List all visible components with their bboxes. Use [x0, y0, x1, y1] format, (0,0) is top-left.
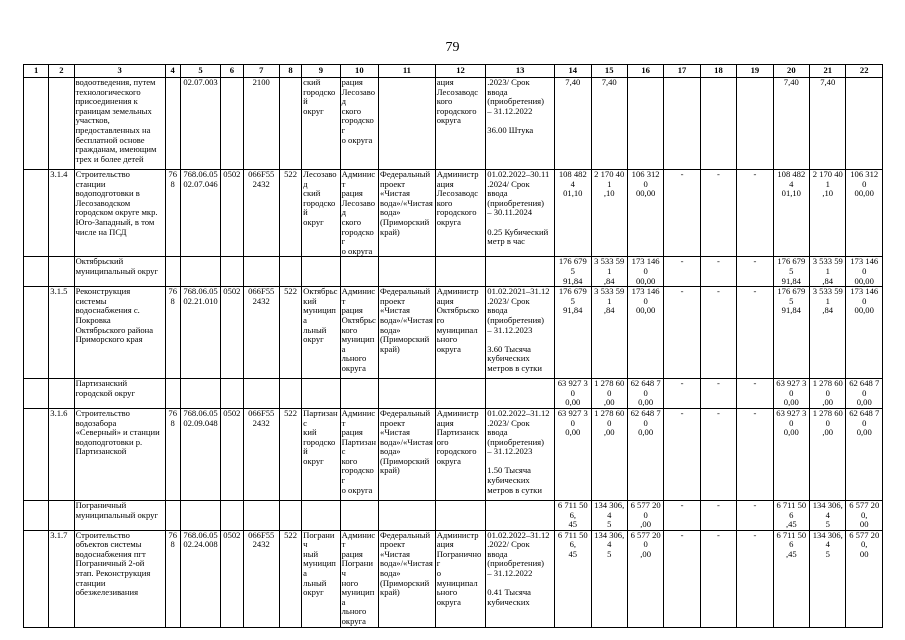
table-cell [24, 408, 49, 500]
table-cell: 066F55 2432 [243, 408, 279, 500]
table-cell: водоотведения, путем технологического присоединения к границам земельных участков, предоставленных на бесплатной основе гражданам, имеющим трех и более детей [74, 78, 165, 170]
table-cell [221, 78, 243, 170]
column-header: 4 [165, 65, 180, 78]
column-header: 12 [435, 65, 486, 78]
table-row [24, 408, 883, 500]
table-cell: 176 679 5 91,84 [555, 287, 591, 379]
table-cell [279, 500, 301, 530]
column-header: 17 [664, 65, 700, 78]
table-cell [627, 78, 663, 170]
table-cell: - [737, 500, 773, 530]
table-cell: - [700, 170, 736, 257]
column-header: 18 [700, 65, 736, 78]
column-header: 3 [74, 65, 165, 78]
table-cell [243, 257, 279, 287]
table-cell [24, 500, 49, 530]
table-cell: 3.1.4 [49, 170, 74, 257]
table-cell: Федеральный проект «Чистая вода»/«Чистая вода» (Приморский край) [379, 530, 436, 627]
column-header: 19 [737, 65, 773, 78]
page-number: 79 [445, 40, 460, 55]
table-cell: 108 482 4 01,10 [773, 170, 809, 257]
table-cell: 3 533 591 ,84 [591, 287, 627, 379]
table-cell [221, 379, 243, 409]
table-cell: 768.06.05 02.21.010 [180, 287, 220, 379]
table-cell: 176 679 5 91,84 [555, 257, 591, 287]
table-row [24, 78, 883, 170]
table-cell: - [737, 379, 773, 409]
table-cell: - [700, 500, 736, 530]
table-cell: 3.1.6 [49, 408, 74, 500]
table-cell: 7,40 [773, 78, 809, 170]
table-cell [486, 500, 555, 530]
table-cell: - [737, 170, 773, 257]
table-cell: 522 [279, 170, 301, 257]
table-cell [737, 78, 773, 170]
table-cell: 066F55 2432 [243, 530, 279, 627]
table-cell: 106 312 0 00,00 [846, 170, 883, 257]
table-cell: 3 533 591 ,84 [810, 287, 846, 379]
column-header: 7 [243, 65, 279, 78]
table-cell [486, 257, 555, 287]
table-cell: Лесозавод ский городской округ [302, 170, 340, 257]
table-cell: 1 278 600 ,00 [810, 408, 846, 500]
table-cell: 62 648 70 0,00 [627, 408, 663, 500]
table-cell: 173 146 0 00,00 [846, 287, 883, 379]
table-cell: - [737, 530, 773, 627]
column-header: 6 [221, 65, 243, 78]
table-cell: Администр ация Октябрьско го муниципал ьного округа [435, 287, 486, 379]
table-cell: 7,40 [810, 78, 846, 170]
table-cell: - [664, 287, 700, 379]
table-cell [379, 257, 436, 287]
column-header: 15 [591, 65, 627, 78]
table-cell: 173 146 0 00,00 [627, 257, 663, 287]
column-header: 8 [279, 65, 301, 78]
table-cell: 2100 [243, 78, 279, 170]
table-cell [379, 78, 436, 170]
table-cell: 0502 [221, 408, 243, 500]
table-cell: - [700, 408, 736, 500]
table-cell: Погранич ный муниципа льный округ [302, 530, 340, 627]
table-cell: 134 306,4 5 [591, 530, 627, 627]
table-cell [664, 78, 700, 170]
column-header: 5 [180, 65, 220, 78]
table-cell: - [664, 170, 700, 257]
column-header: 13 [486, 65, 555, 78]
table-cell: 522 [279, 530, 301, 627]
column-header: 21 [810, 65, 846, 78]
table-cell [49, 500, 74, 530]
table-cell: 6 577 200 ,00 [627, 500, 663, 530]
table-cell: ация Лесозаводс кого городского округа [435, 78, 486, 170]
table-cell: Реконструкция системы водоснабжения с. Покровка Октябрьского района Приморского края [74, 287, 165, 379]
table-cell: 1 278 600 ,00 [591, 379, 627, 409]
table-cell: - [664, 500, 700, 530]
table-cell: - [700, 530, 736, 627]
table-cell: 134 306,4 5 [591, 500, 627, 530]
table-cell: 3 533 591 ,84 [810, 257, 846, 287]
table-cell: Строительство станции водоподготовки в Лесозаводском городском округе мкр. Юго-Западный, в том числе на ПСД [74, 170, 165, 257]
table-cell: 0502 [221, 170, 243, 257]
table-cell [302, 257, 340, 287]
table-cell: 6 577 200, 00 [846, 500, 883, 530]
table-cell: .2023/ Срок ввода (приобретения) – 31.12.2022 36.00 Штука [486, 78, 555, 170]
table-cell: 768 [165, 287, 180, 379]
table-row [24, 257, 883, 287]
table-cell: - [737, 257, 773, 287]
table-cell [24, 379, 49, 409]
table-cell: 62 648 70 0,00 [846, 379, 883, 409]
table-cell [435, 500, 486, 530]
table-cell: 6 577 200 ,00 [627, 530, 663, 627]
table-cell [243, 379, 279, 409]
table-cell: 6 711 506 ,45 [773, 530, 809, 627]
table-cell: 6 711 506, 45 [555, 500, 591, 530]
table-cell [180, 257, 220, 287]
table-cell: 522 [279, 287, 301, 379]
table-row [24, 530, 883, 627]
table-cell: 522 [279, 408, 301, 500]
table-cell: - [664, 379, 700, 409]
table-cell: Строительство объектов системы водоснабжения пгт Пограничный 2-ой этап. Реконструкция станции обезжелезивания [74, 530, 165, 627]
table-cell: 066F55 2432 [243, 170, 279, 257]
table-cell: 6 711 506 ,45 [773, 500, 809, 530]
table-cell [435, 379, 486, 409]
column-header: 9 [302, 65, 340, 78]
table-cell: 62 648 70 0,00 [846, 408, 883, 500]
table-cell: 2 170 401 ,10 [810, 170, 846, 257]
table-row [24, 500, 883, 530]
table-cell [180, 500, 220, 530]
table-cell: Администр ация Партизанск ого городского округа [435, 408, 486, 500]
table-cell: 768 [165, 408, 180, 500]
budget-table [23, 64, 883, 628]
table-cell: 176 679 5 91,84 [773, 257, 809, 287]
table-cell [340, 257, 378, 287]
table-cell [24, 530, 49, 627]
table-cell [302, 500, 340, 530]
table-cell: 63 927 30 0,00 [773, 408, 809, 500]
table-cell: - [664, 408, 700, 500]
table-cell: 768 [165, 530, 180, 627]
table-cell: 01.02.2022–31.12 .2022/ Срок ввода (приобретения) – 31.12.2022 0.41 Тысяча кубических [486, 530, 555, 627]
table-cell [165, 257, 180, 287]
table-cell: 63 927 30 0,00 [773, 379, 809, 409]
table-cell [279, 78, 301, 170]
table-cell: 63 927 30 0,00 [555, 379, 591, 409]
column-header: 10 [340, 65, 378, 78]
table-cell: Партизанский городской округ [74, 379, 165, 409]
table-cell [49, 78, 74, 170]
table-cell: 62 648 70 0,00 [627, 379, 663, 409]
header-row [24, 65, 883, 78]
table-cell: 173 146 0 00,00 [846, 257, 883, 287]
table-cell [340, 379, 378, 409]
table-cell [846, 78, 883, 170]
table-cell: - [700, 287, 736, 379]
table-cell [243, 500, 279, 530]
table-cell [379, 379, 436, 409]
table-cell: 1 278 600 ,00 [810, 379, 846, 409]
column-header: 22 [846, 65, 883, 78]
column-header: 1 [24, 65, 49, 78]
table-cell: 01.02.2022–30.11 .2024/ Срок ввода (приобретения) – 30.11.2024 0.25 Кубический метр в час [486, 170, 555, 257]
table-cell [180, 379, 220, 409]
table-cell: 3.1.7 [49, 530, 74, 627]
table-cell [700, 78, 736, 170]
table-cell: 0502 [221, 287, 243, 379]
table-cell [279, 257, 301, 287]
table-cell: 3 533 591 ,84 [591, 257, 627, 287]
table-cell: 768.06.05 02.24.008 [180, 530, 220, 627]
table-cell: Администр ация Пограничног о муниципал ьного округа [435, 530, 486, 627]
table-cell: - [664, 530, 700, 627]
table-cell [165, 379, 180, 409]
table-cell: Федеральный проект «Чистая вода»/«Чистая вода» (Приморский край) [379, 287, 436, 379]
table-cell [49, 379, 74, 409]
table-cell: Администр ация Лесозаводс кого городского округа [435, 170, 486, 257]
table-cell: - [664, 257, 700, 287]
table-cell: Админист рация Октябрьс кого муниципа льного округа [340, 287, 378, 379]
column-header: 14 [555, 65, 591, 78]
table-cell [24, 257, 49, 287]
table-cell [221, 257, 243, 287]
table-cell: 63 927 30 0,00 [555, 408, 591, 500]
table-cell [340, 500, 378, 530]
table-cell: 108 482 4 01,10 [555, 170, 591, 257]
table-cell: 134 306,4 5 [810, 530, 846, 627]
table-cell [486, 379, 555, 409]
table-cell: 768.06.05 02.09.048 [180, 408, 220, 500]
table-cell: 6 711 506, 45 [555, 530, 591, 627]
table-cell: 01.02.2022–31.12 .2023/ Срок ввода (приобретения) – 31.12.2023 1.50 Тысяча кубических метров в сутки [486, 408, 555, 500]
table-cell: - [737, 287, 773, 379]
table-cell: рация Лесозавод ского городског о округа [340, 78, 378, 170]
table-cell [165, 500, 180, 530]
table-cell: Партизанс кий городской округ [302, 408, 340, 500]
column-header: 16 [627, 65, 663, 78]
table-cell: 7,40 [591, 78, 627, 170]
table-cell: 066F55 2432 [243, 287, 279, 379]
table-cell: ский городской округ [302, 78, 340, 170]
table-row [24, 170, 883, 257]
table-cell [435, 257, 486, 287]
column-header: 11 [379, 65, 436, 78]
column-header: 20 [773, 65, 809, 78]
table-cell: - [700, 257, 736, 287]
table-cell [24, 287, 49, 379]
table-cell [24, 78, 49, 170]
table-cell: 134 306,4 5 [810, 500, 846, 530]
table-cell: 1 278 600 ,00 [591, 408, 627, 500]
table-cell: 01.02.2021–31.12 .2023/ Срок ввода (приобретения) – 31.12.2023 3.60 Тысяча кубических метров в сутки [486, 287, 555, 379]
table-cell: - [700, 379, 736, 409]
table-cell: 6 577 200, 00 [846, 530, 883, 627]
table-cell: 176 679 5 91,84 [773, 287, 809, 379]
table-cell [221, 500, 243, 530]
table-cell: Админист рация Лесозавод ского городског о округа [340, 170, 378, 257]
table-cell: Октябрьс кий муниципа льный округ [302, 287, 340, 379]
table-row [24, 287, 883, 379]
table-cell [49, 257, 74, 287]
table-cell [379, 500, 436, 530]
table-cell [165, 78, 180, 170]
table-cell: 768.06.05 02.07.046 [180, 170, 220, 257]
table-cell: Админист рация Партизанс кого городског о округа [340, 408, 378, 500]
table-cell: 173 146 0 00,00 [627, 287, 663, 379]
column-header: 2 [49, 65, 74, 78]
table-cell: - [737, 408, 773, 500]
table-row [24, 379, 883, 409]
table-cell: Строительство водозабора «Северный» и станции водоподготовки р. Партизанской [74, 408, 165, 500]
table-cell: 7,40 [555, 78, 591, 170]
table-cell: 02.07.003 [180, 78, 220, 170]
table-cell: 0502 [221, 530, 243, 627]
table-cell: Админист рация Погранич ного муниципа льного округа [340, 530, 378, 627]
table-cell: 106 312 0 00,00 [627, 170, 663, 257]
table-cell: Федеральный проект «Чистая вода»/«Чистая вода» (Приморский край) [379, 408, 436, 500]
table-cell: 768 [165, 170, 180, 257]
table-cell: Федеральный проект «Чистая вода»/«Чистая вода» (Приморский край) [379, 170, 436, 257]
table-cell: Пограничный муниципальный округ [74, 500, 165, 530]
table-cell: 3.1.5 [49, 287, 74, 379]
table-cell: 2 170 401 ,10 [591, 170, 627, 257]
table-cell: Октябрьский муниципальный округ [74, 257, 165, 287]
table-cell [279, 379, 301, 409]
table-cell [24, 170, 49, 257]
table-cell [302, 379, 340, 409]
